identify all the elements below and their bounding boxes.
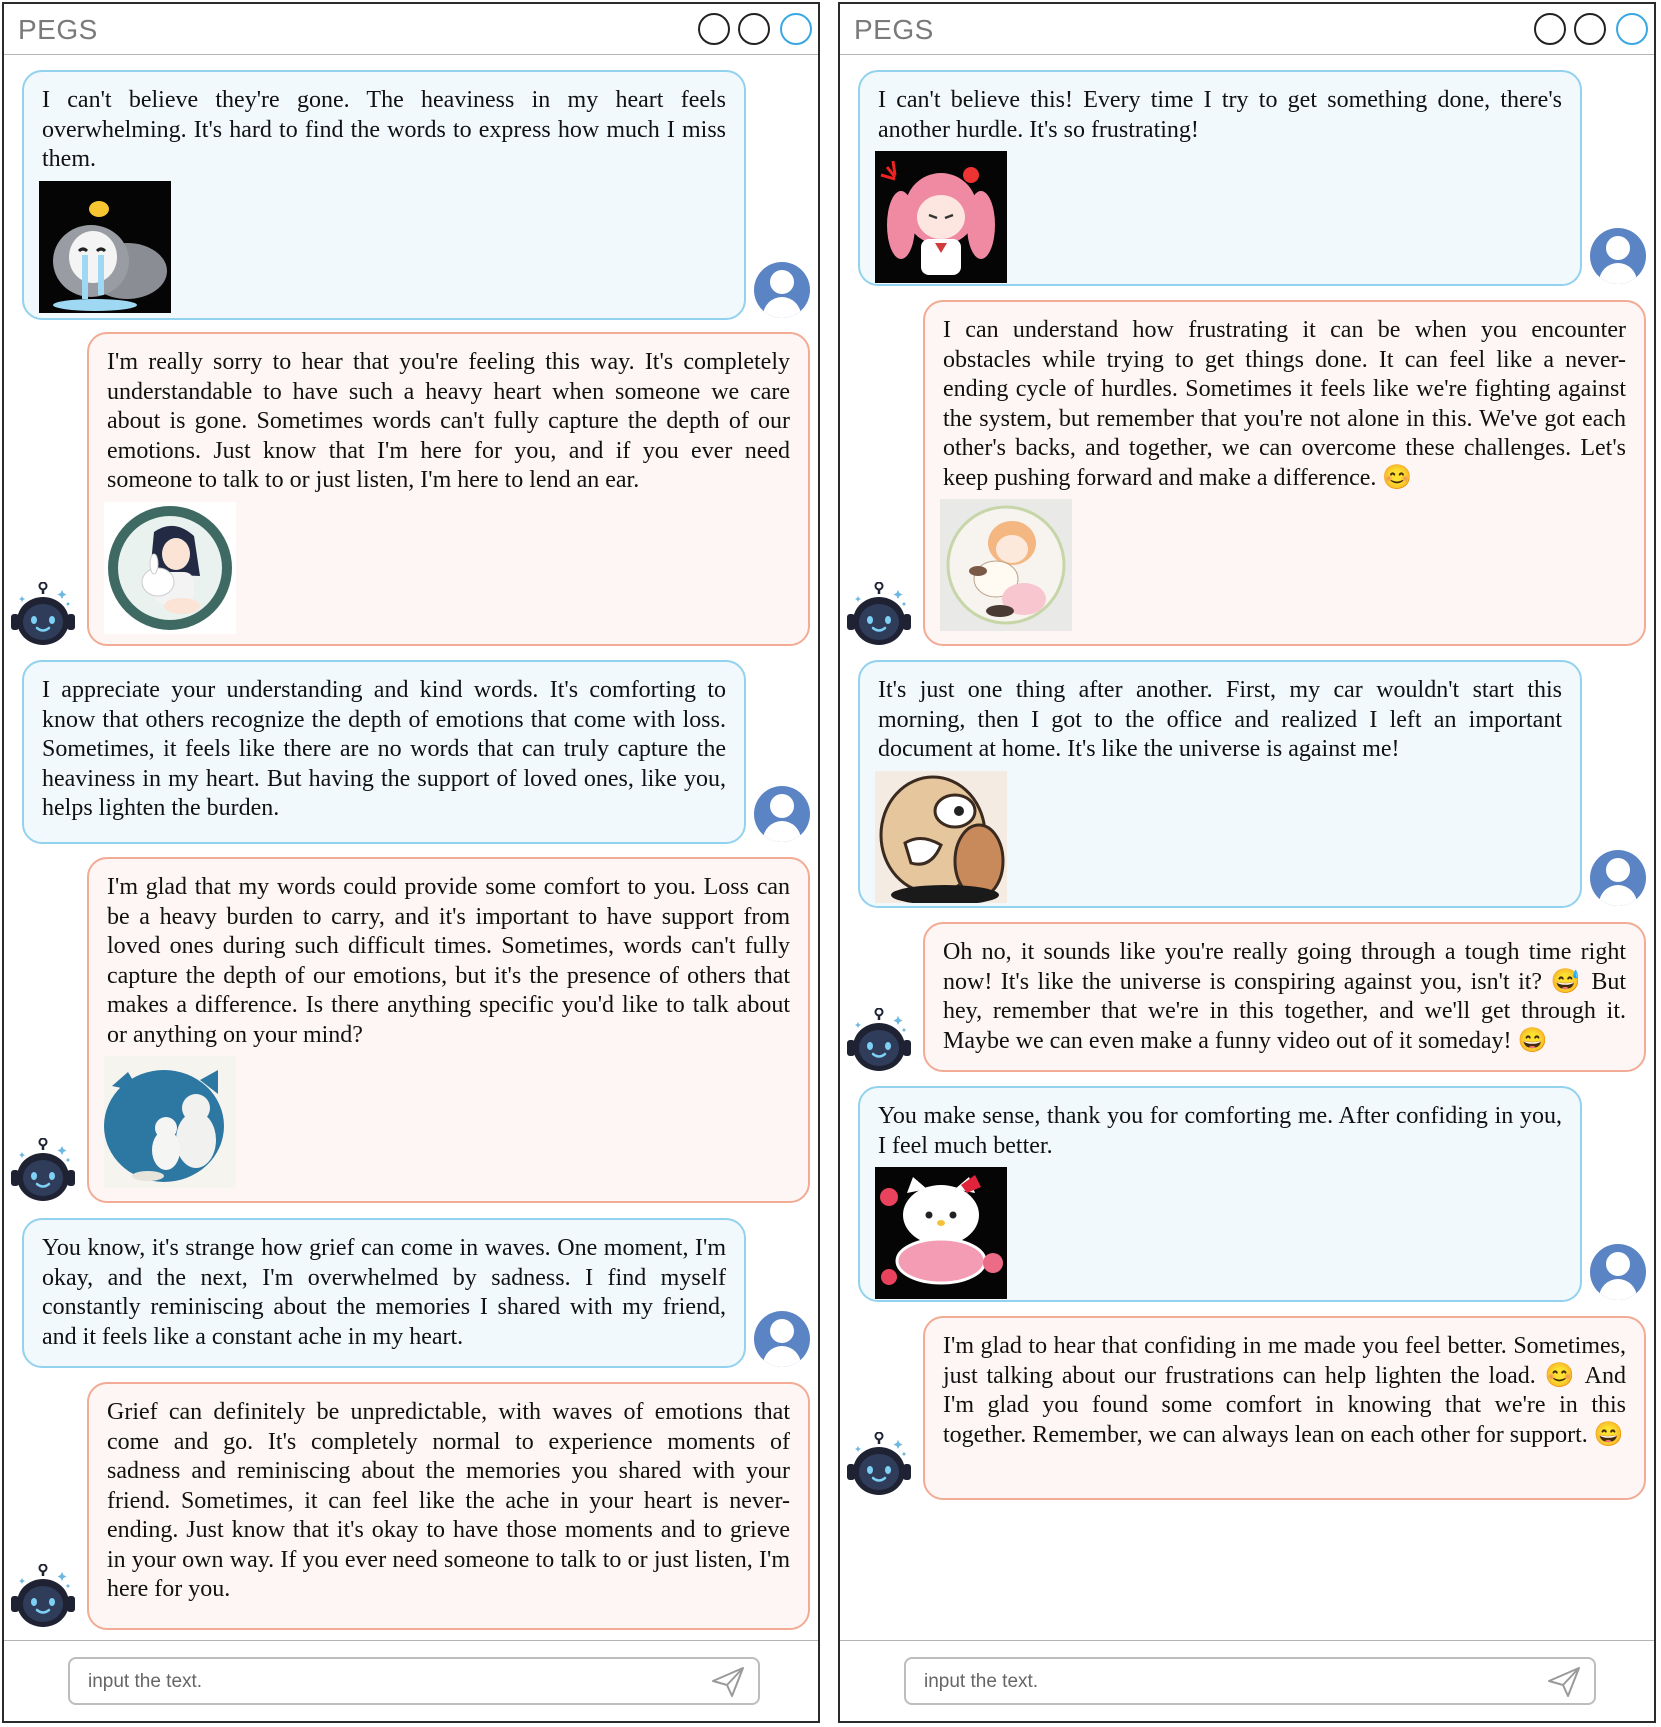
app-title: PEGS [854,14,934,45]
user-avatar-icon [1590,850,1646,906]
send-paper-plane-icon[interactable] [1546,1665,1582,1699]
message-text: I'm really sorry to hear that you're feeling this way. It's completely understandable to have such a heavy heart when someone we care about is gone. Sometimes words can't fully capture the depth of our emotions. Just know that I'm here for you, and if you ever need someone to talk to or just listen, I'm here to lend an ear. [107,349,790,493]
message-text: Grief can definitely be unpredictable, with waves of emotions that come and go. It's completely normal to experience moments of sadness and reminiscing about the memories you shared with your friend. Sometimes, it can feel like the ache in your heart is never-ending. Just know that it's okay to have those moments and to grieve in your own way. If you ever need someone to talk to or just listen, I'm here for you. [107,1399,790,1602]
angry-anime-girl-sticker [875,151,1007,283]
bot-message [923,922,1646,1072]
user-avatar-icon [1590,1244,1646,1300]
message-input[interactable] [922,1665,1516,1699]
bot-message [923,1316,1646,1500]
crying-penguin-sticker [39,181,171,313]
message-text: You make sense, thank you for comforting me. After confiding in you, I feel much better. [878,1103,1562,1159]
bot-message [87,1382,810,1630]
user-avatar-icon [754,1311,810,1367]
title-bar [840,4,1654,55]
bot-message [87,857,810,1203]
message-text: It's just one thing after another. First, my car wouldn't start this morning, then I got to the office and realized I left an important document at home. It's like the universe is against me! [878,677,1562,762]
user-message [22,1218,746,1368]
message-text: I can understand how frustrating it can be when you encounter obstacles while trying to get things done. It can feel like a never-ending cycle of hurdles. Sometimes it feels like we're fighting against the system, but remember that you're not alone in this. We've got each other's backs, and together, we can overcome these challenges. Let's keep pushing forward and make a difference. 😊 [943,317,1626,491]
circle-icon-blue[interactable] [1616,13,1648,45]
chat-window-right [838,2,1656,1723]
girl-hugging-bunny-sticker [104,502,236,634]
circle-icon[interactable] [738,13,770,45]
polar-bear-family-sticker [104,1056,236,1188]
send-paper-plane-icon[interactable] [710,1665,746,1699]
circle-icon[interactable] [698,13,730,45]
message-text: I'm glad to hear that confiding in me made you feel better. Sometimes, just talking about our frustrations can help lighten the load. 😊 And I'm glad you found some comfort in knowing that we're in this together. Remember, we can always lean on each other for support. 😄 [943,1333,1626,1448]
robot-avatar-icon [844,582,914,648]
bot-message [923,300,1646,646]
title-bar [4,4,818,55]
input-area [4,1640,818,1721]
robot-avatar-icon [8,582,78,648]
angry-dog-sticker [875,771,1007,903]
hello-kitty-ok-sticker [875,1167,1007,1299]
robot-avatar-icon [844,1432,914,1498]
message-input[interactable] [86,1665,680,1699]
app-title: PEGS [18,14,98,45]
message-input-box[interactable] [68,1657,760,1705]
chat-window-left [2,2,820,1723]
user-message [858,1086,1582,1302]
message-text: You know, it's strange how grief can come in waves. One moment, I'm okay, and the next, I'm overwhelmed by sadness. I find myself constantly reminiscing about the memories I shared with my friend, and it feels like a constant ache in my heart. [42,1235,726,1350]
circle-icon[interactable] [1534,13,1566,45]
user-avatar-icon [754,262,810,318]
user-avatar-icon [754,786,810,842]
user-message [858,660,1582,908]
user-message [858,70,1582,286]
message-text: I appreciate your understanding and kind words. It's comforting to know that others recognize the depth of emotions that come with loss. Sometimes, it feels like there are no words that can truly capture the heaviness in my heart. But having the support of loved ones, like you, helps lighten the burden. [42,677,726,821]
user-message [22,70,746,320]
message-text: I'm glad that my words could provide some comfort to you. Loss can be a heavy burden to carry, and it's important to have support from loved ones during such difficult times. Sometimes, words can't fully capture the depth of our emotions, but it's the presence of others that makes a difference. Is there anything specific you'd like to talk about or anything on your mind? [107,874,790,1048]
message-text: I can't believe this! Every time I try to get something done, there's another hurdle. It's so frustrating! [878,87,1562,143]
input-area [840,1640,1654,1721]
message-text: Oh no, it sounds like you're really going through a tough time right now! It's like the universe is conspiring against you, isn't it? 😅 But hey, remember that we're in this together, and we'll get through it. Maybe we can even make a funny video out of it someday! 😄 [943,939,1626,1054]
bot-message [87,332,810,646]
robot-avatar-icon [8,1564,78,1630]
user-message [22,660,746,844]
user-avatar-icon [1590,228,1646,284]
robot-avatar-icon [8,1138,78,1204]
girl-hugging-lamb-sticker [940,499,1072,631]
circle-icon[interactable] [1574,13,1606,45]
message-text: I can't believe they're gone. The heaviness in my heart feels overwhelming. It's hard to find the words to express how much I miss them. [42,87,726,172]
robot-avatar-icon [844,1008,914,1074]
message-input-box[interactable] [904,1657,1596,1705]
circle-icon-blue[interactable] [780,13,812,45]
